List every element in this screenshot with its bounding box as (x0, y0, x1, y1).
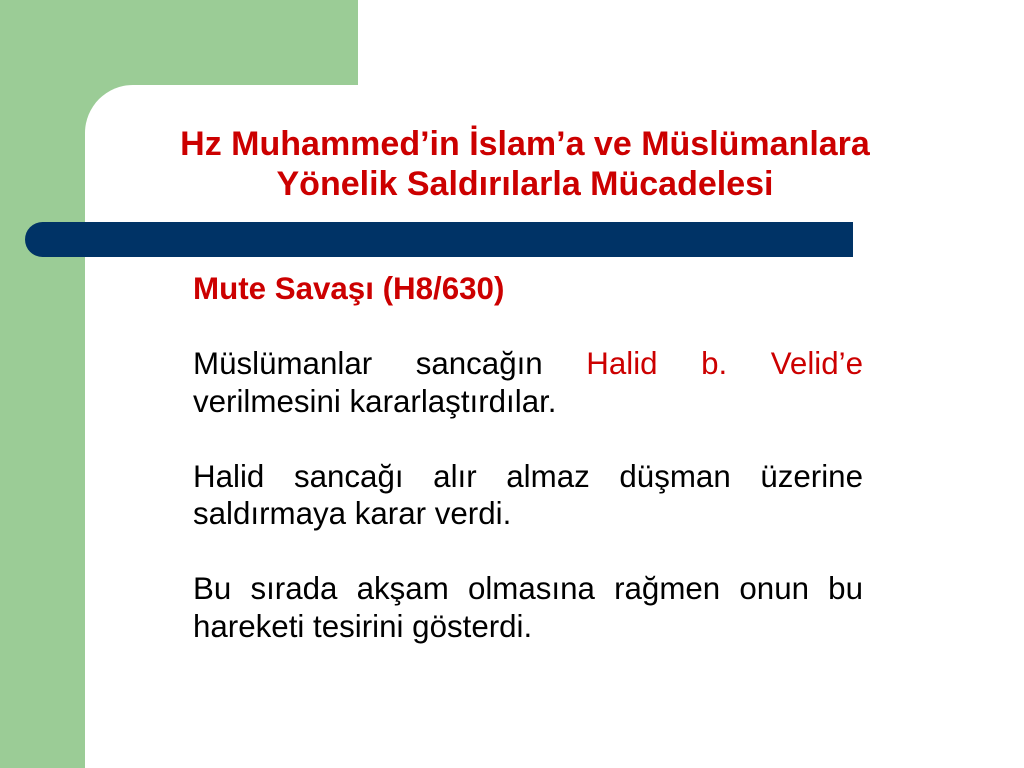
title-underline-bar (25, 222, 853, 257)
section-heading: Mute Savaşı (H8/630) (193, 271, 505, 306)
slide-title-line-1: Hz Muhammed’in İslam’a ve Müslümanlara (180, 125, 870, 163)
slide-title-line-2: Yönelik Saldırılarla Mücadelesi (276, 165, 774, 203)
body-text: Müslümanlar sancağın (193, 346, 587, 381)
body-text: verilmesini kararlaştırdılar. (193, 383, 557, 419)
body-paragraph-1 (193, 345, 863, 420)
slide-title (150, 124, 900, 204)
body-paragraph-3: Bu sırada akşam olmasına rağmen onun bu hareketi tesirini gösterdi. (193, 571, 863, 644)
slide-body (193, 270, 863, 645)
decor-green-left-strip (0, 0, 85, 768)
body-paragraph-2: Halid sancağı alır almaz düşman üzerine saldırmaya karar verdi. (193, 458, 863, 531)
highlighted-name: Halid b. Velid’e (586, 346, 863, 381)
